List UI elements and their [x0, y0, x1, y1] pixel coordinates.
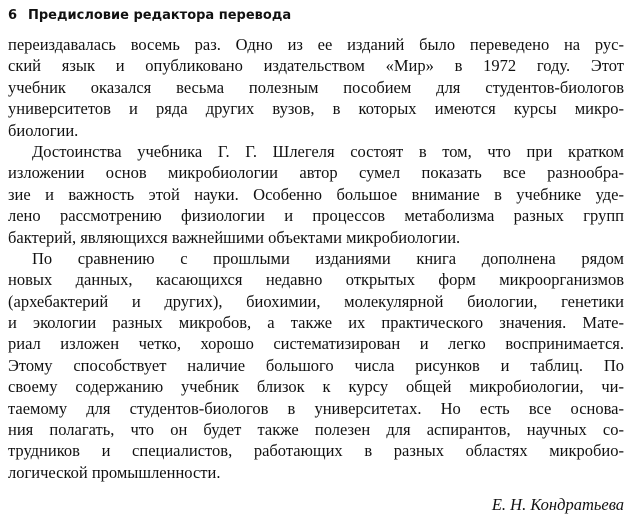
author-signature: Е. Н. Кондратьева — [491, 495, 624, 514]
text-line: таемому для студентов-биологов в университетах. Но есть все основа- — [8, 398, 624, 418]
text-line: и экологии разных микробов, а также их практического значения. Мате- — [8, 313, 624, 333]
text-line: переиздавалась восемь раз. Одно из ее изданий было переведено на рус- — [8, 35, 624, 54]
text-line: ния полагать, что он будет также полезен для аспирантов, научных со- — [8, 420, 624, 440]
text-line: Достоинства учебника Г. Г. Шлегеля состоят в том, что при кратком — [32, 141, 624, 161]
running-title: Предисловие редактора перевода — [28, 8, 292, 23]
page-number: 6 — [8, 8, 18, 23]
text-line: новых данных, касающихся недавно открытых форм микроорганизмов — [8, 270, 624, 290]
text-line: Этому способствует наличие большого числа рисунков и таблиц. По — [8, 355, 624, 375]
text-line: По сравнению с прошлыми изданиями книга дополнена рядом — [32, 248, 624, 268]
text-line: зие и важность этой науки. Особенно большое внимание в учебнике уде- — [8, 184, 624, 204]
text-line: изложении основ микробиологии автор сумел показать все разнообра- — [8, 163, 624, 183]
text-line: (архебактерий и других), биохимии, молекулярной биологии, генетики — [8, 291, 624, 311]
text-line: риал изложен четко, хорошо систематизирован и легко воспринимается. — [8, 334, 624, 354]
text-line: биологии. — [8, 120, 79, 140]
body-text — [8, 34, 624, 483]
text-line: логической промышленности. — [8, 462, 221, 482]
running-head — [8, 6, 624, 26]
text-line: своему содержанию учебник близок к курсу общей микробиологии, чи- — [8, 377, 624, 397]
text-line: университетов и ряда других вузов, в которых имеются курсы микро- — [8, 99, 624, 119]
text-line: лено рассмотрению физиологии и процессов метаболизма разных групп — [8, 206, 624, 226]
text-line: трудников и специалистов, работающих в разных областях микробио- — [8, 441, 624, 461]
text-line: бактерий, являющихся важнейшими объектами микробиологии. — [8, 227, 461, 247]
text-line: учебник оказался весьма полезным пособием для студентов-биологов — [8, 77, 624, 97]
text-line: ский язык и опубликовано издательством «Мир» в 1972 году. Этот — [8, 56, 624, 76]
